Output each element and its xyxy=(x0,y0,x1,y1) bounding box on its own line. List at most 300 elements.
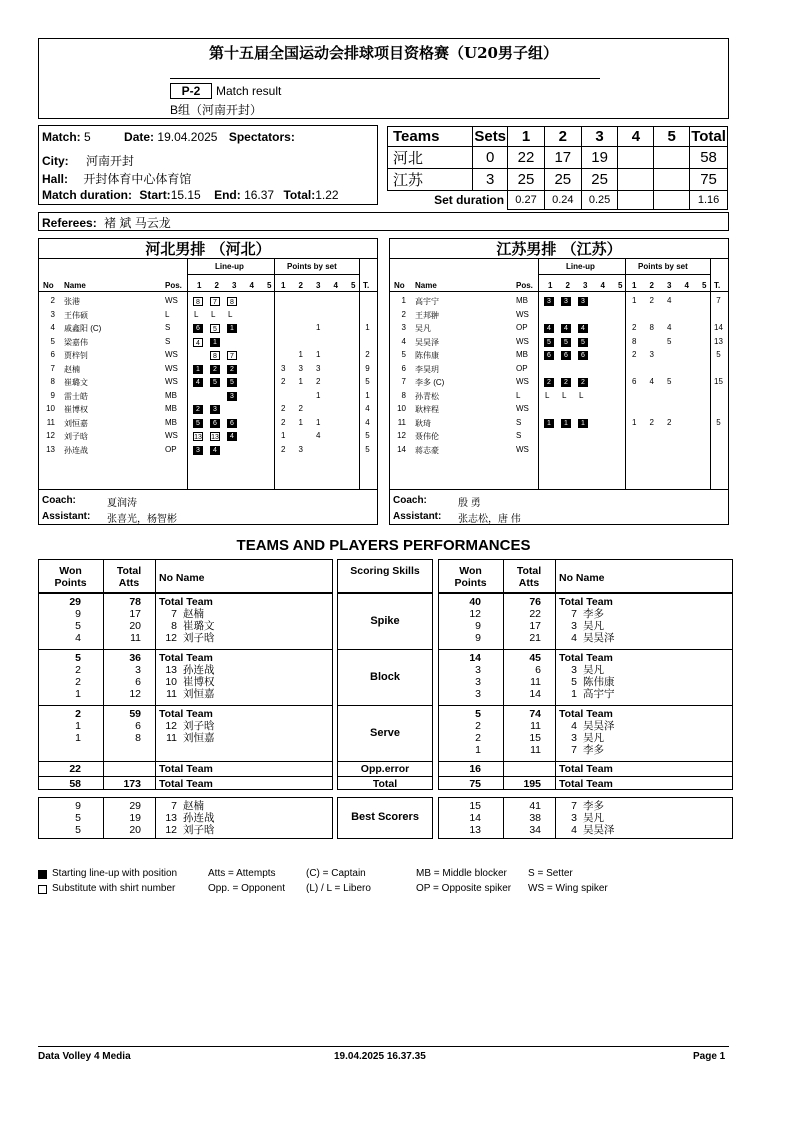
lineup-box: 3 xyxy=(544,297,554,306)
coach-label: Coach: xyxy=(42,495,76,506)
opp-error-team: Total Team xyxy=(159,763,213,775)
player-no: 10 xyxy=(397,404,406,413)
player-pos: WS xyxy=(165,431,178,440)
player-number: 10 xyxy=(165,676,177,688)
player-no: 8 xyxy=(50,377,55,386)
player-no: 13 xyxy=(46,444,55,454)
legend-open-square-icon xyxy=(38,885,47,894)
team-subhead-rule xyxy=(187,274,359,275)
player-number: 3 xyxy=(571,812,577,824)
legend-atts: Atts = Attempts xyxy=(208,868,276,879)
player-name: 李多 xyxy=(583,608,604,620)
perf-row-rule xyxy=(438,705,733,706)
legend-op: OP = Opposite spiker xyxy=(416,883,512,894)
player-set-points: 3 xyxy=(298,363,303,373)
total-atts: 17 xyxy=(129,608,141,620)
player-name: 崔博权 xyxy=(64,405,88,414)
player-pos: WS xyxy=(516,444,529,454)
player-name: 吴凡 xyxy=(583,664,604,676)
perf-row-rule xyxy=(438,761,733,762)
player-number: 4 xyxy=(571,720,577,732)
team-title-rule xyxy=(39,258,377,259)
player-name: 孙连战 xyxy=(64,445,88,455)
player-set-points: 2 xyxy=(632,323,637,332)
lineup-box: 13 xyxy=(194,434,202,441)
player-no: 7 xyxy=(401,377,406,386)
doc-name: Match result xyxy=(216,84,282,98)
results-b-s4 xyxy=(618,169,654,191)
team-coach-rule xyxy=(390,489,728,490)
header-lineup-set: 1 xyxy=(548,281,553,290)
results-b-s3: 25 xyxy=(581,169,618,191)
match-label: Match: xyxy=(42,130,81,144)
player-total: 4 xyxy=(365,404,370,413)
header-lineup-set: 2 xyxy=(565,281,570,290)
player-number: 13 xyxy=(165,812,177,824)
spectators-label: Spectators: xyxy=(228,130,295,144)
header-points-by-set: Points by set xyxy=(638,262,688,271)
team-name: 江苏男排 （江苏） xyxy=(496,240,622,258)
total-team-label: Total Team xyxy=(559,596,613,608)
legend-libero: (L) / L = Libero xyxy=(306,883,371,894)
won-points: 14 xyxy=(469,812,481,824)
perf-row-rule xyxy=(38,649,333,650)
lineup-box: 5 xyxy=(544,338,554,347)
lineup-box: 4 xyxy=(210,446,220,455)
player-set-points: 2 xyxy=(632,350,637,359)
player-set-points: 3 xyxy=(298,444,303,454)
header-points-set: 5 xyxy=(702,281,707,290)
lineup-box: 2 xyxy=(578,378,588,387)
player-pos: WS xyxy=(165,377,178,386)
lineup-box: 5 xyxy=(578,338,588,347)
header-pos: Pos. xyxy=(165,281,182,290)
player-number: 3 xyxy=(571,620,577,632)
lineup-box: 6 xyxy=(561,351,571,360)
header-points-set: 5 xyxy=(351,281,356,290)
lineup-box: 1 xyxy=(193,365,203,374)
legend-s: S = Setter xyxy=(528,868,573,879)
player-set-points: 1 xyxy=(632,296,637,305)
perf-col-line xyxy=(555,797,556,839)
team-head-rule xyxy=(390,291,728,292)
player-set-points: 4 xyxy=(667,296,672,305)
header-lineup: Line-up xyxy=(566,262,595,271)
skill-name: Spike xyxy=(370,615,400,627)
lineup-box: 13 xyxy=(211,434,219,441)
total-atts: 41 xyxy=(529,800,541,812)
player-number: 12 xyxy=(165,720,177,732)
player-number: 11 xyxy=(166,688,177,700)
date-value: 19.04.2025 xyxy=(157,130,218,144)
perf-col-line xyxy=(155,797,156,839)
player-set-points: 2 xyxy=(649,417,654,427)
results-header-s5: 5 xyxy=(654,127,690,147)
header-lineup-set: 4 xyxy=(600,281,605,290)
perf-row-rule xyxy=(337,776,433,777)
legend-filled-square-icon xyxy=(38,870,47,879)
won-points: 3 xyxy=(475,676,481,688)
perf-row-rule xyxy=(438,776,733,777)
total-atts: 59 xyxy=(129,708,141,720)
player-pos: WS xyxy=(516,336,529,346)
player-no: 6 xyxy=(401,363,406,373)
player-total: 5 xyxy=(365,377,370,386)
results-table xyxy=(387,126,728,210)
player-total: 14 xyxy=(714,323,723,332)
player-number: 13 xyxy=(165,664,177,676)
start-label: Start: xyxy=(139,188,171,202)
lineup-box: 3 xyxy=(578,297,588,306)
legend-substitute: Substitute with shirt number xyxy=(52,883,176,894)
player-name: 崔博权 xyxy=(183,676,215,688)
player-name: 陈伟康 xyxy=(583,676,615,688)
total-team: Total Team xyxy=(559,778,613,790)
best-scorers-label: Best Scorers xyxy=(351,811,419,823)
won-points: 9 xyxy=(75,800,81,812)
header-points-set: 1 xyxy=(632,281,637,290)
lineup-box: 4 xyxy=(561,324,571,333)
legend-starting: Starting line-up with position xyxy=(52,868,178,879)
perf-row-rule xyxy=(38,776,333,777)
player-pos: L xyxy=(165,309,170,319)
legend-opp: Opp. = Opponent xyxy=(208,883,286,894)
player-set-points: 8 xyxy=(649,323,654,332)
header-points-by-set: Points by set xyxy=(287,262,337,271)
total-atts: 11 xyxy=(530,676,541,688)
header-points-set: 1 xyxy=(281,281,286,290)
player-name: 刘恒嘉 xyxy=(64,418,88,428)
player-name: 陈伟康 xyxy=(415,351,439,360)
player-set-points: 1 xyxy=(316,323,321,332)
lineup-box: 1 xyxy=(227,324,237,333)
results-header-teams: Teams xyxy=(388,127,473,147)
team-name: 河北男排 （河北） xyxy=(145,240,271,258)
duration-label: Match duration: xyxy=(42,188,132,202)
legend-captain: (C) = Captain xyxy=(306,868,366,879)
header-points-set: 2 xyxy=(298,281,303,290)
player-pos: WS xyxy=(165,296,178,305)
perf-col-line xyxy=(155,559,156,593)
player-pos: WS xyxy=(516,404,529,413)
coach-name: 殷 勇 xyxy=(458,498,481,509)
results-a-sets: 0 xyxy=(473,147,508,169)
team-col-line xyxy=(187,258,188,489)
lineup-box: 3 xyxy=(210,405,220,414)
total-atts: 45 xyxy=(529,652,541,664)
perf-row-rule xyxy=(337,649,433,650)
skill-name: Serve xyxy=(370,727,400,739)
lineup-box: 2 xyxy=(561,378,571,387)
team-col-line xyxy=(710,258,711,489)
lineup-libero: L xyxy=(228,309,233,319)
won-points: 14 xyxy=(469,652,481,664)
lineup-box: 4 xyxy=(578,324,588,333)
player-pos: MB xyxy=(165,417,177,427)
player-name: 梁嘉伟 xyxy=(64,337,88,347)
header-name: Name xyxy=(64,281,86,290)
results-header-s3: 3 xyxy=(581,127,618,147)
player-pos: MB xyxy=(516,296,528,305)
player-name: 赵楠 xyxy=(183,800,204,812)
player-name: 崔璐文 xyxy=(64,378,88,387)
player-set-points: 3 xyxy=(649,350,654,359)
col-won-points: Won Points xyxy=(54,565,87,589)
player-pos: S xyxy=(165,336,171,346)
lineup-box: 7 xyxy=(227,351,237,360)
player-number: 3 xyxy=(571,732,577,744)
player-total: 1 xyxy=(365,390,370,400)
header-lineup-set: 4 xyxy=(249,281,254,290)
lineup-box: 6 xyxy=(227,419,237,428)
header-points-set: 4 xyxy=(684,281,689,290)
team-title-rule xyxy=(390,258,728,259)
lineup-box: 2 xyxy=(227,365,237,374)
team-col-line xyxy=(359,258,360,489)
total-atts: 6 xyxy=(135,676,141,688)
player-number: 7 xyxy=(571,744,577,756)
player-total: 7 xyxy=(716,296,721,305)
assistant-names: 张喜光，杨智彬 xyxy=(107,514,177,525)
lineup-box: 4 xyxy=(193,378,203,387)
header-pos: Pos. xyxy=(516,281,533,290)
player-number: 7 xyxy=(571,608,577,620)
set-duration-total: 1.16 xyxy=(690,191,728,210)
city-line xyxy=(42,152,134,169)
total-atts: 8 xyxy=(135,732,141,744)
lineup-box: 6 xyxy=(193,324,203,333)
player-no: 2 xyxy=(401,309,406,319)
total-atts: 29 xyxy=(129,800,141,812)
player-no: 12 xyxy=(397,431,406,440)
player-no: 12 xyxy=(46,431,55,440)
lineup-box: 3 xyxy=(227,392,237,401)
total-value: 1.22 xyxy=(315,188,339,202)
player-no: 3 xyxy=(401,323,406,332)
page-title: 第十五届全国运动会排球项目资格赛（U20男子组） xyxy=(209,44,558,62)
player-number: 12 xyxy=(165,632,177,644)
won-points: 1 xyxy=(475,744,481,756)
results-a-s1: 22 xyxy=(508,147,545,169)
total-atts: 173 xyxy=(123,778,141,790)
lineup-box: 2 xyxy=(193,405,203,414)
player-name: 孙连战 xyxy=(183,812,215,824)
player-name: 吴昊泽 xyxy=(583,632,615,644)
player-set-points: 2 xyxy=(316,377,321,386)
lineup-box: 2 xyxy=(210,365,220,374)
player-pos: S xyxy=(516,417,522,427)
player-total: 5 xyxy=(365,444,370,454)
total-atts: 78 xyxy=(129,596,141,608)
player-name: 王伟硕 xyxy=(64,310,88,320)
player-no: 5 xyxy=(50,336,55,346)
col-no-name: No Name xyxy=(559,572,605,584)
player-set-points: 5 xyxy=(667,377,672,386)
assistant-label: Assistant: xyxy=(393,511,442,522)
header-lineup-set: 5 xyxy=(267,281,272,290)
player-name: 李多 xyxy=(583,744,604,756)
perf-row-rule xyxy=(38,705,333,706)
start-value: 15.15 xyxy=(170,188,201,202)
player-name: 刘子晗 xyxy=(64,432,88,441)
total-won: 58 xyxy=(69,778,81,790)
won-points: 2 xyxy=(475,732,481,744)
player-set-points: 1 xyxy=(281,431,286,440)
player-set-points: 1 xyxy=(298,417,303,427)
won-points: 2 xyxy=(475,720,481,732)
player-set-points: 2 xyxy=(298,404,303,413)
footer-right: Page 1 xyxy=(693,1051,726,1062)
player-name: 吴昊泽 xyxy=(415,337,439,347)
header-no: No xyxy=(43,281,54,290)
footer-left: Data Volley 4 Media xyxy=(38,1051,131,1062)
player-name: 吴昊泽 xyxy=(583,824,615,836)
team-a-panel xyxy=(38,238,378,525)
col-total-atts: Total Atts xyxy=(516,565,542,589)
lineup-box: 7 xyxy=(210,297,220,306)
won-points: 1 xyxy=(75,688,81,700)
opp-error-team: Total Team xyxy=(559,763,613,775)
total-team: Total Team xyxy=(159,778,213,790)
total-label: Total xyxy=(372,778,398,790)
total-atts: 12 xyxy=(129,688,141,700)
header-lineup-set: 3 xyxy=(583,281,588,290)
player-number: 5 xyxy=(571,676,577,688)
won-points: 9 xyxy=(475,632,481,644)
player-set-points: 8 xyxy=(632,336,637,346)
lineup-box: 5 xyxy=(227,378,237,387)
won-points: 5 xyxy=(75,824,81,836)
lineup-libero: L xyxy=(211,309,216,319)
set-duration-1: 0.27 xyxy=(508,191,545,210)
header-lineup-set: 2 xyxy=(214,281,219,290)
player-total: 15 xyxy=(714,377,723,386)
total-atts: 3 xyxy=(135,664,141,676)
won-points: 13 xyxy=(469,824,481,836)
duration-line xyxy=(42,188,339,202)
footer-rule xyxy=(38,1046,729,1047)
total-atts: 14 xyxy=(529,688,541,700)
won-points: 5 xyxy=(75,652,81,664)
player-no: 11 xyxy=(46,417,55,427)
player-name: 孙青松 xyxy=(415,391,439,401)
total-team-label: Total Team xyxy=(559,652,613,664)
col-scoring-skills: Scoring Skills xyxy=(350,565,420,577)
header-points-set: 2 xyxy=(649,281,654,290)
player-number: 12 xyxy=(165,824,177,836)
lineup-box: 5 xyxy=(561,338,571,347)
player-set-points: 4 xyxy=(667,323,672,332)
performance-title: TEAMS AND PLAYERS PERFORMANCES xyxy=(236,537,531,554)
total-atts: 19 xyxy=(129,812,141,824)
player-number: 7 xyxy=(571,800,577,812)
set-duration-3: 0.25 xyxy=(581,191,618,210)
results-header-sets: Sets xyxy=(474,128,507,145)
won-points: 2 xyxy=(75,676,81,688)
player-name: 高宇宁 xyxy=(415,297,439,306)
results-a-s3: 19 xyxy=(581,147,618,169)
player-name: 吴凡 xyxy=(583,732,604,744)
player-name: 刘恒嘉 xyxy=(183,688,215,700)
footer-center: 19.04.2025 16.37.35 xyxy=(334,1051,426,1062)
total-atts: 20 xyxy=(129,824,141,836)
results-a-total: 58 xyxy=(690,147,728,169)
referees-names: 褚 斌 马云龙 xyxy=(104,216,171,230)
col-no-name: No Name xyxy=(159,572,205,584)
player-pos: OP xyxy=(165,444,177,454)
total-atts: 17 xyxy=(529,620,541,632)
player-number: 11 xyxy=(166,732,177,744)
lineup-box: 5 xyxy=(210,324,220,333)
player-number: 7 xyxy=(171,608,177,620)
lineup-box: 3 xyxy=(193,446,203,455)
won-points: 3 xyxy=(475,664,481,676)
opp-error-won: 22 xyxy=(69,763,81,775)
player-name: 高宇宁 xyxy=(583,688,615,700)
header-lineup-set: 3 xyxy=(232,281,237,290)
player-pos: WS xyxy=(165,350,178,359)
player-number: 3 xyxy=(571,664,577,676)
lineup-box: 4 xyxy=(193,338,203,347)
total-atts: 34 xyxy=(529,824,541,836)
player-name: 耿梓程 xyxy=(415,405,439,414)
group-label: B组（河南开封） xyxy=(170,103,263,117)
set-duration-2: 0.24 xyxy=(544,191,581,210)
hall-value: 开封体育中心体育馆 xyxy=(83,172,192,186)
player-no: 6 xyxy=(50,350,55,359)
won-points: 1 xyxy=(75,732,81,744)
player-name: 李多 xyxy=(583,800,604,812)
won-points: 40 xyxy=(469,596,481,608)
player-set-points: 4 xyxy=(316,431,321,440)
total-atts: 6 xyxy=(535,664,541,676)
won-points: 2 xyxy=(75,664,81,676)
lineup-box: 8 xyxy=(210,351,220,360)
player-name: 蒋志豪 xyxy=(415,445,439,455)
player-set-points: 1 xyxy=(316,350,321,359)
won-points: 9 xyxy=(475,620,481,632)
won-points: 2 xyxy=(75,708,81,720)
header-total: T. xyxy=(363,281,370,290)
player-pos: OP xyxy=(516,323,528,332)
header-rule xyxy=(170,78,600,79)
legend-mb: MB = Middle blocker xyxy=(416,868,507,879)
player-name: 赵楠 xyxy=(183,608,204,620)
lineup-box: 1 xyxy=(578,419,588,428)
player-name: 聂伟伦 xyxy=(415,432,439,441)
player-pos: WS xyxy=(516,377,529,386)
player-set-points: 2 xyxy=(281,444,286,454)
player-number: 4 xyxy=(571,824,577,836)
lineup-libero: L xyxy=(194,309,199,319)
lineup-libero: L xyxy=(579,390,584,400)
header-name: Name xyxy=(415,281,437,290)
won-points: 3 xyxy=(475,688,481,700)
player-name: 刘恒嘉 xyxy=(183,732,215,744)
player-name: 崔璐文 xyxy=(183,620,215,632)
results-team-a: 河北 xyxy=(388,147,473,169)
team-col-line xyxy=(625,258,626,489)
lineup-box: 6 xyxy=(578,351,588,360)
won-points: 5 xyxy=(75,812,81,824)
player-set-points: 1 xyxy=(316,417,321,427)
player-total: 5 xyxy=(716,417,721,427)
results-b-s1: 25 xyxy=(508,169,545,191)
total-atts: 76 xyxy=(529,596,541,608)
header-lineup-set: 1 xyxy=(197,281,202,290)
player-name: 孙连战 xyxy=(183,664,215,676)
player-set-points: 2 xyxy=(281,377,286,386)
